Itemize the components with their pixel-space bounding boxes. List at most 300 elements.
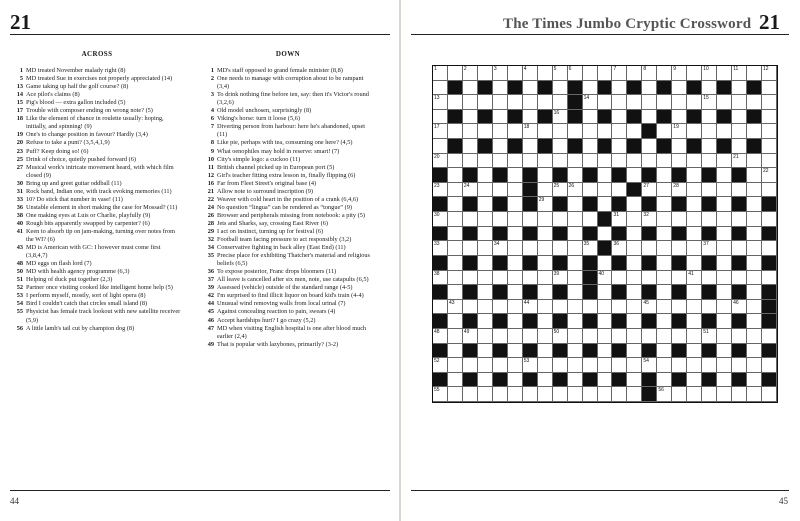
grid-cell[interactable]: [672, 241, 687, 256]
grid-cell[interactable]: [717, 344, 732, 359]
grid-cell[interactable]: [762, 66, 777, 81]
grid-cell[interactable]: [687, 300, 702, 315]
grid-cell[interactable]: [732, 387, 747, 402]
grid-cell[interactable]: [717, 285, 732, 300]
grid-cell[interactable]: [478, 358, 493, 373]
grid-cell[interactable]: [568, 329, 583, 344]
grid-cell[interactable]: [702, 124, 717, 139]
grid-cell[interactable]: [553, 139, 568, 154]
grid-cell[interactable]: [687, 329, 702, 344]
grid-cell[interactable]: [702, 183, 717, 198]
grid-cell[interactable]: [478, 387, 493, 402]
grid-cell[interactable]: [433, 241, 448, 256]
down-clue[interactable]: [203, 228, 373, 236]
grid-cell[interactable]: [448, 227, 463, 242]
grid-cell[interactable]: [448, 95, 463, 110]
grid-cell[interactable]: [717, 241, 732, 256]
across-clue[interactable]: [12, 99, 182, 107]
across-clue[interactable]: [12, 268, 182, 276]
grid-cell[interactable]: [598, 344, 613, 359]
down-clue[interactable]: [203, 284, 373, 292]
grid-cell[interactable]: [523, 358, 538, 373]
across-clue[interactable]: [12, 196, 182, 204]
down-clue[interactable]: [203, 115, 373, 123]
grid-cell[interactable]: [717, 314, 732, 329]
grid-cell[interactable]: [568, 256, 583, 271]
grid-cell[interactable]: [523, 300, 538, 315]
down-clue[interactable]: [203, 212, 373, 220]
grid-cell[interactable]: [538, 241, 553, 256]
grid-cell[interactable]: [612, 139, 627, 154]
grid-cell[interactable]: [553, 124, 568, 139]
across-clue[interactable]: [12, 67, 182, 75]
grid-cell[interactable]: [553, 212, 568, 227]
grid-cell[interactable]: [672, 212, 687, 227]
grid-cell[interactable]: [493, 183, 508, 198]
grid-cell[interactable]: [762, 154, 777, 169]
grid-cell[interactable]: [747, 168, 762, 183]
grid-cell[interactable]: [747, 271, 762, 286]
grid-cell[interactable]: [642, 95, 657, 110]
grid-cell[interactable]: [448, 329, 463, 344]
grid-cell[interactable]: [553, 95, 568, 110]
grid-cell[interactable]: [568, 212, 583, 227]
across-clue[interactable]: [12, 244, 182, 260]
grid-cell[interactable]: [657, 154, 672, 169]
grid-cell[interactable]: [538, 358, 553, 373]
grid-cell[interactable]: [717, 373, 732, 388]
grid-cell[interactable]: [493, 154, 508, 169]
grid-cell[interactable]: [627, 256, 642, 271]
grid-cell[interactable]: [672, 139, 687, 154]
grid-cell[interactable]: [433, 81, 448, 96]
grid-cell[interactable]: [478, 66, 493, 81]
grid-cell[interactable]: [687, 66, 702, 81]
grid-cell[interactable]: [672, 358, 687, 373]
grid-cell[interactable]: [672, 300, 687, 315]
grid-cell[interactable]: [598, 314, 613, 329]
grid-cell[interactable]: [717, 183, 732, 198]
grid-cell[interactable]: [687, 168, 702, 183]
grid-cell[interactable]: [598, 285, 613, 300]
grid-cell[interactable]: [553, 154, 568, 169]
grid-cell[interactable]: [493, 81, 508, 96]
grid-cell[interactable]: [598, 124, 613, 139]
grid-cell[interactable]: [538, 66, 553, 81]
grid-cell[interactable]: [732, 300, 747, 315]
down-clue[interactable]: [203, 67, 373, 75]
grid-cell[interactable]: [508, 227, 523, 242]
grid-cell[interactable]: [448, 300, 463, 315]
grid-cell[interactable]: [478, 344, 493, 359]
grid-cell[interactable]: [493, 329, 508, 344]
grid-cell[interactable]: [433, 139, 448, 154]
grid-cell[interactable]: [732, 139, 747, 154]
grid-cell[interactable]: [762, 241, 777, 256]
grid-cell[interactable]: [657, 66, 672, 81]
grid-cell[interactable]: [612, 241, 627, 256]
grid-cell[interactable]: [583, 95, 598, 110]
grid-cell[interactable]: [508, 183, 523, 198]
down-clue[interactable]: [203, 164, 373, 172]
grid-cell[interactable]: [568, 387, 583, 402]
grid-cell[interactable]: [553, 110, 568, 125]
grid-cell[interactable]: [508, 124, 523, 139]
grid-cell[interactable]: [702, 154, 717, 169]
grid-cell[interactable]: [642, 66, 657, 81]
grid-cell[interactable]: [762, 387, 777, 402]
grid-cell[interactable]: [478, 271, 493, 286]
grid-cell[interactable]: [687, 344, 702, 359]
grid-cell[interactable]: [687, 154, 702, 169]
grid-cell[interactable]: [657, 124, 672, 139]
grid-cell[interactable]: [568, 168, 583, 183]
grid-cell[interactable]: [448, 212, 463, 227]
grid-cell[interactable]: [627, 300, 642, 315]
across-clue[interactable]: [12, 276, 182, 284]
grid-cell[interactable]: [747, 95, 762, 110]
grid-cell[interactable]: [433, 358, 448, 373]
grid-cell[interactable]: [538, 197, 553, 212]
grid-cell[interactable]: [493, 139, 508, 154]
grid-cell[interactable]: [448, 271, 463, 286]
grid-cell[interactable]: [598, 95, 613, 110]
grid-cell[interactable]: [538, 256, 553, 271]
across-clue[interactable]: [12, 220, 182, 228]
down-clue[interactable]: [203, 341, 373, 349]
grid-cell[interactable]: [508, 329, 523, 344]
grid-cell[interactable]: [762, 81, 777, 96]
across-clue[interactable]: [12, 325, 182, 333]
grid-cell[interactable]: [732, 358, 747, 373]
across-clue[interactable]: [12, 228, 182, 244]
grid-cell[interactable]: [433, 387, 448, 402]
across-clue[interactable]: [12, 292, 182, 300]
grid-cell[interactable]: [717, 154, 732, 169]
grid-cell[interactable]: [747, 358, 762, 373]
grid-cell[interactable]: [657, 373, 672, 388]
grid-cell[interactable]: [568, 154, 583, 169]
grid-cell[interactable]: [732, 124, 747, 139]
grid-cell[interactable]: [508, 285, 523, 300]
grid-cell[interactable]: [568, 314, 583, 329]
grid-cell[interactable]: [493, 387, 508, 402]
down-clue[interactable]: [203, 139, 373, 147]
grid-cell[interactable]: [642, 212, 657, 227]
grid-cell[interactable]: [657, 314, 672, 329]
grid-cell[interactable]: [583, 358, 598, 373]
grid-cell[interactable]: [478, 227, 493, 242]
grid-cell[interactable]: [463, 212, 478, 227]
grid-cell[interactable]: [732, 81, 747, 96]
down-clue[interactable]: [203, 156, 373, 164]
grid-cell[interactable]: [672, 154, 687, 169]
grid-cell[interactable]: [687, 95, 702, 110]
down-clue[interactable]: [203, 236, 373, 244]
down-clue[interactable]: [203, 180, 373, 188]
across-clue[interactable]: [12, 284, 182, 292]
grid-cell[interactable]: [463, 110, 478, 125]
grid-cell[interactable]: [463, 81, 478, 96]
grid-cell[interactable]: [493, 124, 508, 139]
grid-cell[interactable]: [762, 329, 777, 344]
grid-cell[interactable]: [463, 241, 478, 256]
grid-cell[interactable]: [433, 183, 448, 198]
grid-cell[interactable]: [583, 154, 598, 169]
grid-cell[interactable]: [493, 271, 508, 286]
grid-cell[interactable]: [747, 183, 762, 198]
grid-cell[interactable]: [642, 183, 657, 198]
grid-cell[interactable]: [478, 314, 493, 329]
grid-cell[interactable]: [702, 300, 717, 315]
grid-cell[interactable]: [612, 183, 627, 198]
grid-cell[interactable]: [687, 373, 702, 388]
grid-cell[interactable]: [672, 124, 687, 139]
grid-cell[interactable]: [612, 271, 627, 286]
grid-cell[interactable]: [553, 387, 568, 402]
grid-cell[interactable]: [642, 241, 657, 256]
grid-cell[interactable]: [687, 183, 702, 198]
down-clue[interactable]: [203, 317, 373, 325]
grid-cell[interactable]: [627, 95, 642, 110]
grid-cell[interactable]: [747, 227, 762, 242]
grid-cell[interactable]: [523, 124, 538, 139]
grid-cell[interactable]: [508, 197, 523, 212]
grid-cell[interactable]: [717, 168, 732, 183]
grid-cell[interactable]: [478, 154, 493, 169]
grid-cell[interactable]: [508, 300, 523, 315]
grid-cell[interactable]: [568, 300, 583, 315]
across-clue[interactable]: [12, 148, 182, 156]
grid-cell[interactable]: [538, 227, 553, 242]
grid-cell[interactable]: [612, 81, 627, 96]
grid-cell[interactable]: [657, 285, 672, 300]
grid-cell[interactable]: [508, 314, 523, 329]
down-clue[interactable]: [203, 196, 373, 204]
grid-cell[interactable]: [448, 154, 463, 169]
grid-cell[interactable]: [478, 95, 493, 110]
grid-cell[interactable]: [538, 329, 553, 344]
grid-cell[interactable]: [717, 212, 732, 227]
grid-cell[interactable]: [508, 271, 523, 286]
grid-cell[interactable]: [687, 256, 702, 271]
grid-cell[interactable]: [612, 95, 627, 110]
grid-cell[interactable]: [523, 387, 538, 402]
grid-cell[interactable]: [508, 256, 523, 271]
grid-cell[interactable]: [627, 124, 642, 139]
grid-cell[interactable]: [538, 124, 553, 139]
grid-cell[interactable]: [538, 314, 553, 329]
grid-cell[interactable]: [433, 212, 448, 227]
grid-cell[interactable]: [463, 271, 478, 286]
grid-cell[interactable]: [598, 329, 613, 344]
grid-cell[interactable]: [627, 387, 642, 402]
grid-cell[interactable]: [493, 241, 508, 256]
grid-cell[interactable]: [657, 358, 672, 373]
grid-cell[interactable]: [463, 183, 478, 198]
grid-cell[interactable]: [478, 285, 493, 300]
grid-cell[interactable]: [583, 329, 598, 344]
across-clue[interactable]: [12, 308, 182, 324]
grid-cell[interactable]: [583, 300, 598, 315]
grid-cell[interactable]: [433, 110, 448, 125]
crossword-grid[interactable]: [432, 65, 778, 403]
grid-cell[interactable]: [538, 285, 553, 300]
grid-cell[interactable]: [672, 329, 687, 344]
grid-cell[interactable]: [553, 358, 568, 373]
grid-cell[interactable]: [553, 271, 568, 286]
grid-cell[interactable]: [627, 285, 642, 300]
grid-cell[interactable]: [493, 110, 508, 125]
grid-cell[interactable]: [523, 66, 538, 81]
grid-cell[interactable]: [583, 387, 598, 402]
grid-cell[interactable]: [568, 241, 583, 256]
grid-cell[interactable]: [433, 95, 448, 110]
down-clue[interactable]: [203, 252, 373, 268]
grid-cell[interactable]: [717, 271, 732, 286]
across-clue[interactable]: [12, 107, 182, 115]
grid-cell[interactable]: [747, 197, 762, 212]
grid-cell[interactable]: [538, 387, 553, 402]
grid-cell[interactable]: [493, 300, 508, 315]
grid-cell[interactable]: [657, 212, 672, 227]
grid-cell[interactable]: [448, 373, 463, 388]
down-clue[interactable]: [203, 220, 373, 228]
grid-cell[interactable]: [523, 110, 538, 125]
grid-cell[interactable]: [672, 183, 687, 198]
grid-cell[interactable]: [687, 387, 702, 402]
grid-cell[interactable]: [508, 344, 523, 359]
down-clue[interactable]: [203, 308, 373, 316]
grid-cell[interactable]: [657, 241, 672, 256]
grid-cell[interactable]: [642, 329, 657, 344]
across-clue[interactable]: [12, 91, 182, 99]
grid-cell[interactable]: [448, 124, 463, 139]
grid-cell[interactable]: [598, 168, 613, 183]
grid-cell[interactable]: [553, 183, 568, 198]
grid-cell[interactable]: [657, 95, 672, 110]
grid-cell[interactable]: [538, 212, 553, 227]
grid-cell[interactable]: [612, 329, 627, 344]
grid-cell[interactable]: [433, 66, 448, 81]
down-clue[interactable]: [203, 172, 373, 180]
across-clue[interactable]: [12, 212, 182, 220]
grid-cell[interactable]: [598, 373, 613, 388]
grid-cell[interactable]: [583, 139, 598, 154]
grid-cell[interactable]: [627, 373, 642, 388]
grid-cell[interactable]: [478, 329, 493, 344]
grid-cell[interactable]: [627, 314, 642, 329]
grid-cell[interactable]: [612, 124, 627, 139]
grid-cell[interactable]: [657, 271, 672, 286]
grid-cell[interactable]: [642, 81, 657, 96]
grid-cell[interactable]: [747, 256, 762, 271]
grid-cell[interactable]: [583, 241, 598, 256]
grid-cell[interactable]: [702, 358, 717, 373]
grid-cell[interactable]: [642, 271, 657, 286]
grid-cell[interactable]: [568, 124, 583, 139]
grid-cell[interactable]: [568, 183, 583, 198]
grid-cell[interactable]: [448, 344, 463, 359]
across-clue[interactable]: [12, 180, 182, 188]
grid-cell[interactable]: [538, 300, 553, 315]
grid-cell[interactable]: [598, 66, 613, 81]
grid-cell[interactable]: [702, 212, 717, 227]
grid-cell[interactable]: [448, 285, 463, 300]
across-clue[interactable]: [12, 188, 182, 196]
grid-cell[interactable]: [702, 81, 717, 96]
grid-cell[interactable]: [642, 110, 657, 125]
grid-cell[interactable]: [508, 154, 523, 169]
grid-cell[interactable]: [553, 329, 568, 344]
grid-cell[interactable]: [463, 154, 478, 169]
grid-cell[interactable]: [657, 183, 672, 198]
grid-cell[interactable]: [642, 300, 657, 315]
grid-cell[interactable]: [568, 358, 583, 373]
grid-cell[interactable]: [762, 183, 777, 198]
grid-cell[interactable]: [493, 95, 508, 110]
grid-cell[interactable]: [523, 154, 538, 169]
across-clue[interactable]: [12, 300, 182, 308]
grid-cell[interactable]: [598, 271, 613, 286]
grid-cell[interactable]: [717, 95, 732, 110]
grid-cell[interactable]: [747, 124, 762, 139]
across-clue[interactable]: [12, 131, 182, 139]
grid-cell[interactable]: [747, 66, 762, 81]
grid-cell[interactable]: [478, 373, 493, 388]
across-clue[interactable]: [12, 204, 182, 212]
grid-cell[interactable]: [762, 139, 777, 154]
grid-cell[interactable]: [478, 197, 493, 212]
down-clue[interactable]: [203, 123, 373, 139]
grid-cell[interactable]: [508, 387, 523, 402]
down-clue[interactable]: [203, 325, 373, 341]
grid-cell[interactable]: [508, 66, 523, 81]
grid-cell[interactable]: [627, 344, 642, 359]
grid-cell[interactable]: [433, 154, 448, 169]
grid-cell[interactable]: [433, 300, 448, 315]
grid-cell[interactable]: [433, 271, 448, 286]
grid-cell[interactable]: [538, 271, 553, 286]
grid-cell[interactable]: [508, 95, 523, 110]
grid-cell[interactable]: [478, 256, 493, 271]
grid-cell[interactable]: [747, 300, 762, 315]
grid-cell[interactable]: [538, 344, 553, 359]
grid-cell[interactable]: [627, 329, 642, 344]
grid-cell[interactable]: [523, 329, 538, 344]
grid-cell[interactable]: [538, 373, 553, 388]
grid-cell[interactable]: [612, 358, 627, 373]
grid-cell[interactable]: [762, 358, 777, 373]
grid-cell[interactable]: [478, 183, 493, 198]
grid-cell[interactable]: [717, 66, 732, 81]
grid-cell[interactable]: [612, 154, 627, 169]
grid-cell[interactable]: [463, 300, 478, 315]
grid-cell[interactable]: [672, 271, 687, 286]
grid-cell[interactable]: [732, 329, 747, 344]
grid-cell[interactable]: [598, 183, 613, 198]
grid-cell[interactable]: [598, 227, 613, 242]
grid-cell[interactable]: [538, 183, 553, 198]
grid-cell[interactable]: [598, 387, 613, 402]
grid-cell[interactable]: [627, 154, 642, 169]
grid-cell[interactable]: [598, 197, 613, 212]
grid-cell[interactable]: [493, 66, 508, 81]
grid-cell[interactable]: [717, 227, 732, 242]
grid-cell[interactable]: [717, 197, 732, 212]
grid-cell[interactable]: [627, 197, 642, 212]
grid-cell[interactable]: [463, 124, 478, 139]
